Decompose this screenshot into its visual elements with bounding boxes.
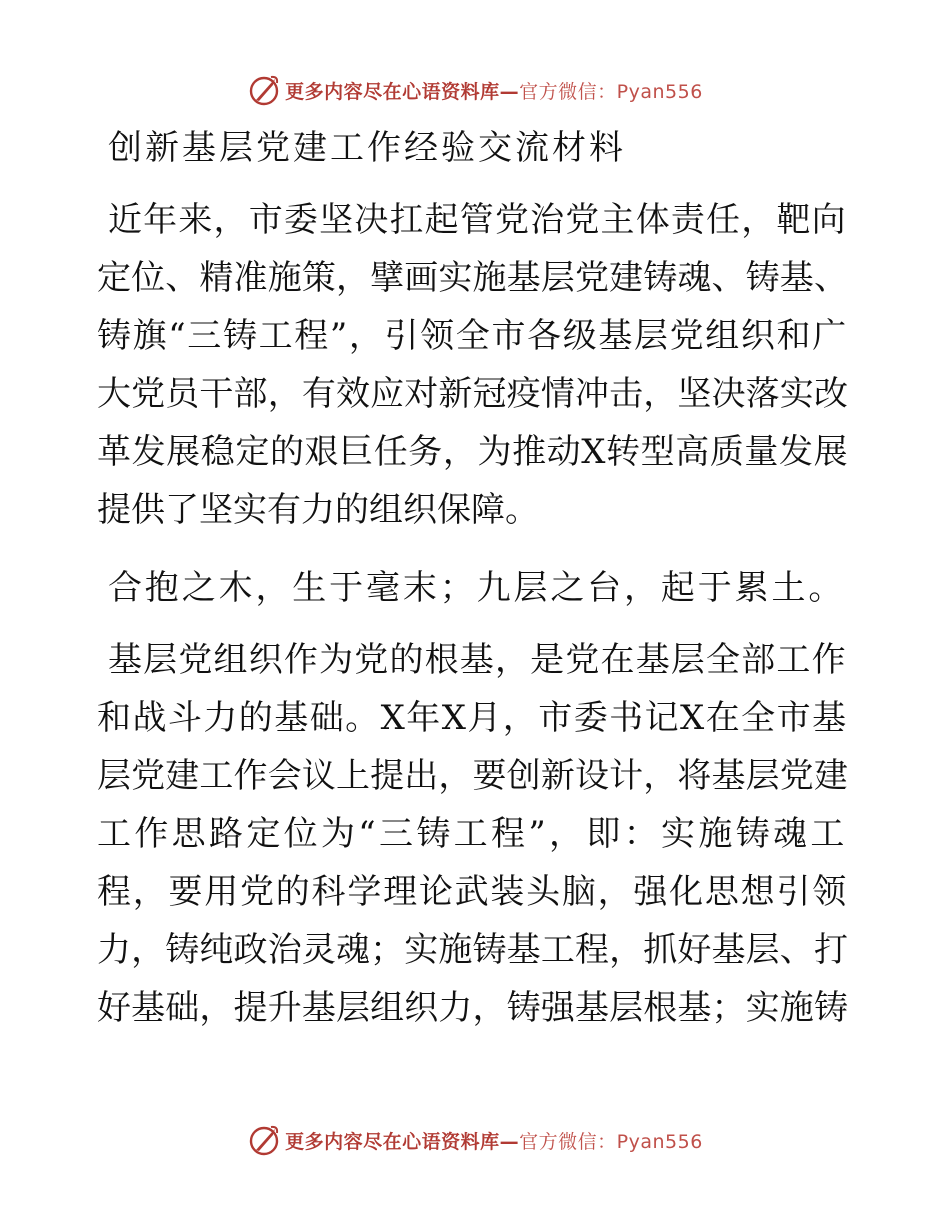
paragraph-2-line-1: 合抱之木，生于毫末；九层之台，起于累土。 (108, 568, 846, 608)
footer-banner-text (285, 1127, 703, 1154)
footer-banner (0, 1120, 950, 1160)
header-banner-label: 更多内容尽在心语资料库— (285, 80, 520, 103)
paragraph-1-line-2: 定位、精准施策，擘画实施基层党建铸魂、铸基、 (97, 258, 849, 298)
paragraph-1-line-5: 革发展稳定的艰巨任务，为推动X转型高质量发展 (97, 432, 849, 472)
paragraph-3-line-2: 和战斗力的基础。X年X月，市委书记X在全市基 (97, 698, 848, 738)
footer-banner-wechat: 官方微信：Pyan556 (519, 1130, 703, 1153)
quill-pen-logo-icon (247, 1123, 281, 1157)
paragraph-3-line-6: 力，铸纯政治灵魂；实施铸基工程，抓好基层、打 (97, 930, 849, 970)
quill-pen-logo-icon (247, 73, 281, 107)
paragraph-3-line-3: 层党建工作会议上提出，要创新设计，将基层党建 (97, 756, 849, 796)
paragraph-3-line-5: 程，要用党的科学理论武装头脑，强化思想引领 (97, 872, 848, 912)
paragraph-3-line-7: 好基础，提升基层组织力，铸强基层根基；实施铸 (97, 988, 849, 1028)
paragraph-1-line-6: 提供了坚实有力的组织保障。 (97, 490, 539, 530)
paragraph-3-line-4: 工作思路定位为“三铸工程”，即：实施铸魂工 (97, 814, 848, 854)
paragraph-1-line-3: 铸旗“三铸工程”，引领全市各级基层党组织和广 (97, 316, 848, 356)
header-banner (0, 70, 950, 110)
paragraph-1-line-4: 大党员干部，有效应对新冠疫情冲击，坚决落实改 (97, 374, 849, 414)
paragraph-1-line-1: 近年来，市委坚决扛起管党治党主体责任，靶向 (108, 200, 847, 240)
header-banner-wechat: 官方微信：Pyan556 (519, 80, 703, 103)
paragraph-3-line-1: 基层党组织作为党的根基，是党在基层全部工作 (108, 640, 847, 680)
footer-banner-label: 更多内容尽在心语资料库— (285, 1130, 520, 1153)
header-banner-text (285, 77, 703, 104)
document-title: 创新基层党建工作经验交流材料 (108, 128, 626, 168)
